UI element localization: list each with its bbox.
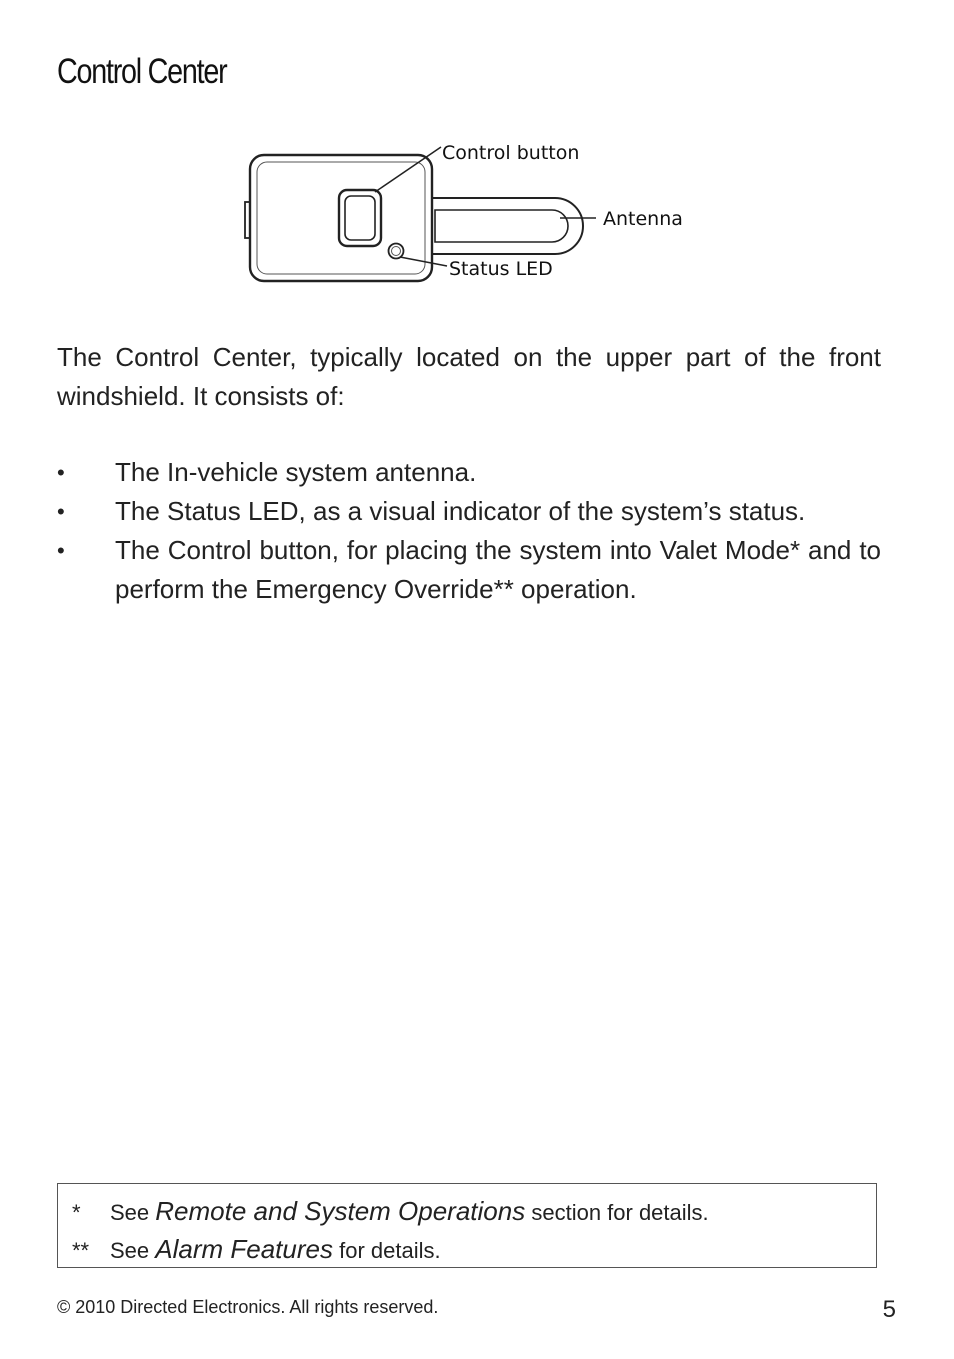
bullet-marker: • <box>57 499 65 524</box>
footnotes-box <box>57 1183 877 1268</box>
status-led-label: Status LED <box>449 258 553 280</box>
intro-paragraph: The Control Center, typically located on the upper part of the front windshield. It consists of: <box>57 342 881 411</box>
footnote <box>72 1192 862 1230</box>
list-item-text: The Status LED, as a visual indicator of the system’s status. <box>115 496 806 526</box>
list-item-text: The In-vehicle system antenna. <box>115 457 477 487</box>
copyright-notice: © 2010 Directed Electronics. All rights reserved. <box>57 1297 439 1317</box>
page-title: Control Center <box>57 52 227 91</box>
bullet-marker: • <box>57 460 65 485</box>
control-button-label: Control button <box>442 142 580 164</box>
footnote-marker: ** <box>72 1238 90 1263</box>
control-center-diagram <box>230 130 710 300</box>
footnote-reference: Remote and System Operations <box>155 1196 526 1226</box>
control-center-illustration <box>230 130 710 300</box>
footnote-suffix: section for details. <box>525 1200 709 1225</box>
footnote <box>72 1230 862 1268</box>
list-item-text: The Control button, for placing the system into Valet Mode* and to perform the Emergency Override** operation. <box>115 535 881 604</box>
bullet-marker: • <box>57 538 65 563</box>
page-number: 5 <box>882 1296 896 1323</box>
footnote-prefix: See <box>110 1238 156 1263</box>
status-led-illustration <box>389 244 404 259</box>
antenna-label: Antenna <box>603 208 683 230</box>
list-item <box>57 531 881 609</box>
footnote-prefix: See <box>110 1200 156 1225</box>
footnote-marker: * <box>72 1200 81 1225</box>
component-list <box>57 453 881 609</box>
footnote-suffix: for details. <box>333 1238 441 1263</box>
list-item <box>57 453 881 492</box>
list-item <box>57 492 881 531</box>
footnote-reference: Alarm Features <box>155 1234 333 1264</box>
